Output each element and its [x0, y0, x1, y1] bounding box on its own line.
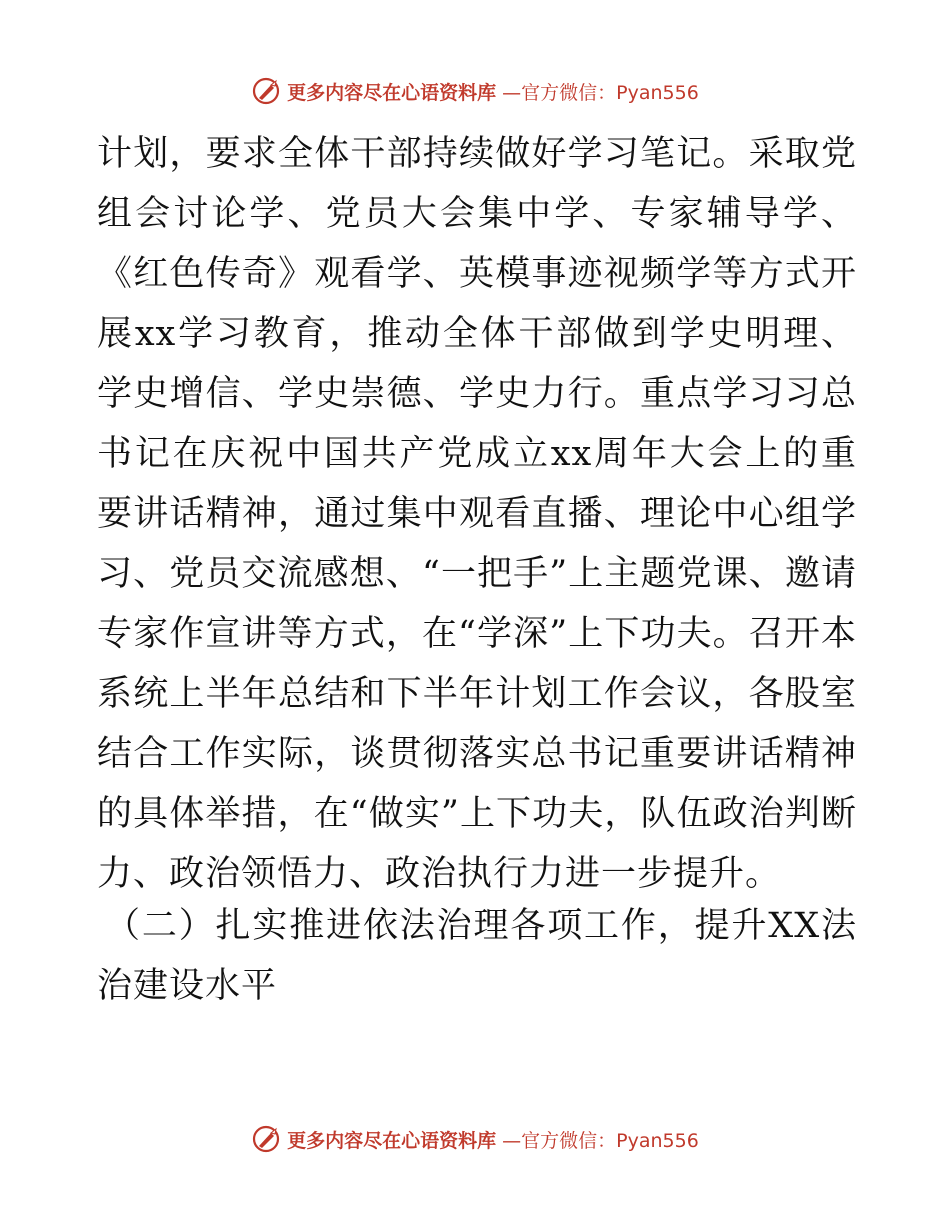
document-body — [97, 124, 857, 904]
section-heading: （二）扎实推进依法治理各项工作，提升XX法治建设水平 — [97, 906, 857, 1006]
body-paragraph: 计划，要求全体干部持续做好学习笔记。采取党组会讨论学、党员大会集中学、专家辅导学、《红色传奇》观看学、英模事迹视频学等方式开展xx学习教育，推动全体干部做到学史明理、学史增信、学史崇德、学史力行。重点学习习总书记在庆祝中国共产党成立xx周年大会上的重要讲话精神，通过集中观看直播、理论中心组学习、党员交流感想、“一把手”上主题党课、邀请专家作宣讲等方式，在“学深”上下功夫。召开本系统上半年总结和下半年计划工作会议，各股室结合工作实际，谈贯彻落实总书记重要讲话精神的具体举措，在“做实”上下功夫，队伍政治判断力、政治领悟力、政治执行力进一步提升。 — [97, 134, 857, 894]
quill-logo-icon — [251, 76, 281, 106]
watermark-main-text: 更多内容尽在心语资料库 — [287, 81, 497, 104]
watermark-sub-text: —官方微信：Pyan556 — [502, 81, 699, 104]
quill-logo-icon — [251, 1124, 281, 1154]
watermark-sub-text: —官方微信：Pyan556 — [502, 1129, 699, 1152]
footer-watermark — [0, 1124, 950, 1154]
header-watermark — [0, 76, 950, 106]
watermark-main-text: 更多内容尽在心语资料库 — [287, 1129, 497, 1152]
